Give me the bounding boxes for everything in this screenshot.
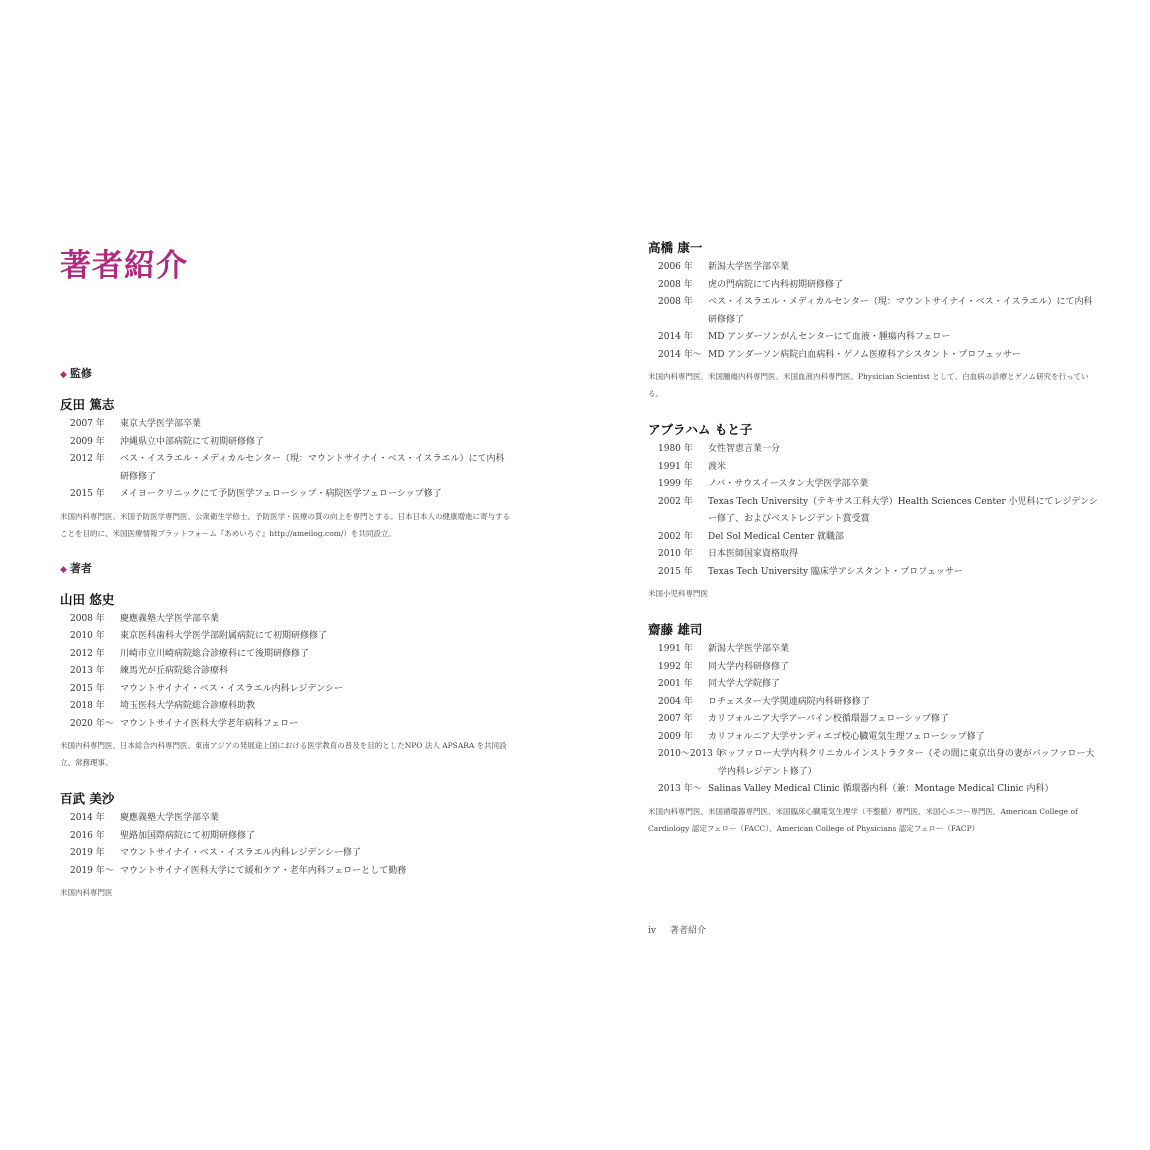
right-column — [648, 238, 1098, 855]
career-entry — [60, 416, 510, 434]
entry-text: 埼玉医科大学病院総合診療科助教 — [120, 701, 256, 711]
author-name: 高橋 康一 — [648, 240, 703, 255]
entry-text: カリフォルニア大学アーバイン校循環器フェローシップ修了 — [708, 714, 950, 724]
career-entry — [60, 716, 510, 734]
entry-year: 2007 年 — [658, 714, 693, 724]
entry-text: 川崎市立川崎病院総合診療科にて後期研修修了 — [120, 648, 310, 659]
entry-text: 慶應義塾大学医学部卒業 — [120, 613, 220, 624]
entry-year: 2012 年 — [70, 648, 105, 659]
career-entry — [60, 486, 510, 504]
entry-text: Del Sol Medical Center 就職部 — [708, 531, 845, 542]
career-entry — [648, 659, 1098, 677]
entry-text: 沖縄県立中部病院にて初期研修修了 — [120, 436, 265, 447]
entry-text: 虎の門病院にて内科初期研修修了 — [708, 279, 844, 290]
entry-text: マウントサイナイ医科大学老年病科フェロー — [120, 718, 299, 729]
career-entry — [648, 564, 1098, 582]
entry-year: 2010 年 — [70, 631, 105, 641]
career-entry — [648, 729, 1098, 747]
author-name: 齋藤 雄司 — [648, 622, 703, 637]
career-entry — [60, 698, 510, 716]
entry-text: 同大学内科研修修了 — [708, 661, 790, 672]
entry-year: 2002 年 — [658, 531, 693, 542]
author-block — [60, 590, 510, 772]
career-entry — [648, 347, 1098, 365]
entry-year: 2008 年 — [658, 279, 693, 290]
author-note: 米国内科専門医、米国循環器専門医、米国臨床心臓電気生理学（不整脈）専門医、米国心エコー専門医、American College of Cardiology 認定フェロー（FACC）、American College of Physicians 認定フェロー（FACP） — [648, 806, 1078, 833]
career-entry — [60, 451, 510, 486]
entry-year: 2015 年 — [70, 683, 105, 694]
entry-text: 慶應義塾大学医学部卒業 — [120, 813, 220, 823]
entry-year: 2018 年 — [70, 701, 105, 711]
diamond-bullet-icon: ◆ — [60, 564, 67, 575]
entry-year: 2010 年 — [658, 549, 693, 559]
career-entry — [648, 694, 1098, 712]
author-note: 米国内科専門医、米国腫瘍内科専門医、米国血液内科専門医。Physician Scientist として、白血病の診療とゲノム研究を行っている。 — [648, 372, 1089, 398]
entry-text: 東京医科歯科大学医学部附属病院にて初期研修修了 — [120, 631, 328, 641]
entry-year: 1980 年 — [658, 444, 693, 454]
entry-year: 2014 年～ — [658, 349, 702, 360]
career-entry — [60, 845, 510, 863]
entry-year: 1999 年 — [658, 479, 693, 489]
entry-text: 聖路加国際病院にて初期研修修了 — [120, 830, 256, 841]
entry-year: 2013 年 — [70, 666, 105, 676]
career-entry — [648, 476, 1098, 494]
entry-year: 2002 年 — [658, 496, 693, 507]
entry-year: 2008 年 — [70, 613, 105, 624]
entry-text: Texas Tech University 臨床学アシスタント・プロフェッサー — [708, 566, 963, 577]
author-block — [648, 620, 1098, 837]
entry-text: ロチェスター大学関連病院内科研修修了 — [708, 696, 870, 707]
career-entry — [648, 529, 1098, 547]
author-name: 百武 美沙 — [60, 791, 115, 806]
entry-year: 2019 年 — [70, 848, 105, 858]
entry-year: 1991 年 — [658, 644, 693, 654]
career-entry — [60, 611, 510, 629]
entry-text: Texas Tech University（テキサス工科大学）Health Sciences Center 小児科にてレジデンシー修了、およびベストレジデント賞受賞 — [708, 496, 1098, 524]
page-number: iv — [648, 926, 656, 936]
entry-year: 2013 年～ — [658, 784, 702, 794]
author-note: 米国内科専門医、米国予防医学専門医、公衆衛生学修士。予防医学・医療の質の向上を専門とする。日本日本人の健康増進に寄与することを目的に、米国医療情報プラットフォーム『あめいろぐ』http://ameilog.com/）を共同設立。 — [60, 511, 510, 538]
author-block — [648, 238, 1098, 402]
entry-text: 女性智恵言業一分 — [708, 444, 781, 454]
entry-year: 2020 年～ — [70, 718, 114, 729]
author-block — [60, 789, 510, 901]
career-entry — [60, 646, 510, 664]
entry-year: 2004 年 — [658, 696, 693, 707]
entry-text: Salinas Valley Medical Clinic 循環器内科（兼：Montage Medical Clinic 内科） — [708, 784, 1054, 794]
career-entry — [60, 628, 510, 646]
career-entry — [60, 863, 510, 881]
career-entry — [648, 459, 1098, 477]
entry-year: 2016 年 — [70, 830, 105, 841]
author-note: 米国小児科専門医 — [648, 589, 708, 598]
entry-text: ベス・イスラエル・メディカルセンター（現：マウントサイナイ・ベス・イスラエル）にて内科研修修了 — [120, 454, 505, 482]
career-entry — [648, 781, 1098, 799]
entry-year: 2009 年 — [658, 731, 693, 742]
career-entry — [648, 277, 1098, 295]
entry-year: 2019 年～ — [70, 865, 114, 876]
author-name: アブラハム もと子 — [648, 422, 753, 437]
entry-text: 東京大学医学部卒業 — [120, 419, 202, 429]
entry-text: マウントサイナイ・ベス・イスラエル内科レジデンシー修了 — [120, 848, 362, 858]
diamond-bullet-icon: ◆ — [60, 370, 67, 380]
page-footer — [648, 923, 720, 936]
career-entry — [60, 434, 510, 452]
authors-heading — [60, 560, 510, 576]
entry-year: 2009 年 — [70, 436, 105, 447]
career-entry — [648, 641, 1098, 659]
author-note: 米国内科専門医 — [60, 888, 113, 897]
career-entry — [60, 663, 510, 681]
entry-year: 2015 年 — [70, 489, 105, 499]
left-column — [60, 240, 510, 919]
entry-text: MD アンダーソンがんセンターにて血液・腫瘍内科フェロー — [708, 332, 951, 342]
entry-year: 2006 年 — [658, 262, 693, 272]
career-entry — [648, 711, 1098, 729]
career-entry — [648, 441, 1098, 459]
entry-year: 2007 年 — [70, 419, 105, 429]
entry-text: MD アンダーソン病院白血病科・ゲノム医療科アシスタント・プロフェッサー — [708, 349, 1021, 360]
section-heading-label: 著者 — [69, 561, 92, 575]
entry-text: バッファロー大学内科クリニカルインストラクター（その間に東京出身の妻がバッファロー大学内科レジデント修了） — [718, 749, 1095, 777]
author-name: 反田 篤志 — [60, 397, 115, 412]
author-block — [648, 420, 1098, 602]
footer-section-title: 著者紹介 — [669, 926, 706, 936]
author-note: 米国内科専門医、日本総合内科専門医、東南アジアの発展途上国における医学教育の普及を目的としたNPO 法人 APSARA を共同設立、常務理事。 — [60, 741, 507, 767]
career-entry — [60, 810, 510, 828]
section-heading-label: 監修 — [69, 367, 92, 380]
entry-year: 2012 年 — [70, 454, 105, 464]
entry-text: 新潟大学医学部卒業 — [708, 262, 790, 272]
entry-text: 新潟大学医学部卒業 — [708, 644, 790, 654]
entry-year: 2015 年 — [658, 566, 693, 577]
entry-year: 2010～2013 年 — [658, 749, 725, 759]
entry-year: 2014 年 — [70, 813, 105, 823]
entry-text: 練馬光が丘病院総合診療科 — [120, 666, 229, 676]
entry-text: 同大学大学院修了 — [708, 679, 781, 689]
entry-text: 日本医師国家資格取得 — [708, 549, 799, 559]
career-entry — [60, 681, 510, 699]
author-block-supervisor — [60, 395, 510, 542]
entry-text: 渡米 — [708, 461, 727, 472]
career-entry — [648, 494, 1098, 529]
entry-year: 2014 年 — [658, 332, 693, 342]
entry-text: マウントサイナイ・ベス・イスラエル内科レジデンシー — [120, 683, 344, 694]
entry-text: ベス・イスラエル・メディカルセンター（現：マウントサイナイ・ベス・イスラエル）にて内科研修修了 — [708, 297, 1093, 325]
page-title: 著者紹介 — [60, 248, 188, 284]
career-entry — [648, 329, 1098, 347]
entry-text: メイヨークリニックにて予防医学フェローシップ・病院医学フェローシップ修了 — [120, 489, 442, 499]
entry-text: ノバ・サウスイースタン大学医学部卒業 — [708, 479, 869, 489]
author-name: 山田 悠史 — [60, 591, 115, 607]
career-entry — [648, 294, 1098, 329]
supervisor-heading — [60, 365, 510, 381]
career-entry — [648, 676, 1098, 694]
entry-year: 1991 年 — [658, 461, 693, 472]
career-entry — [648, 746, 1098, 781]
entry-text: マウントサイナイ医科大学にて緩和ケア・老年内科フェローとして勤務 — [120, 865, 407, 876]
career-entry — [648, 546, 1098, 564]
entry-year: 2008 年 — [658, 297, 693, 307]
entry-year: 1992 年 — [658, 661, 693, 672]
career-entry — [60, 828, 510, 846]
entry-text: カリフォルニア大学サンディエゴ校心臓電気生理フェローシップ修了 — [708, 731, 985, 742]
career-entry — [648, 259, 1098, 277]
entry-year: 2001 年 — [658, 679, 693, 689]
